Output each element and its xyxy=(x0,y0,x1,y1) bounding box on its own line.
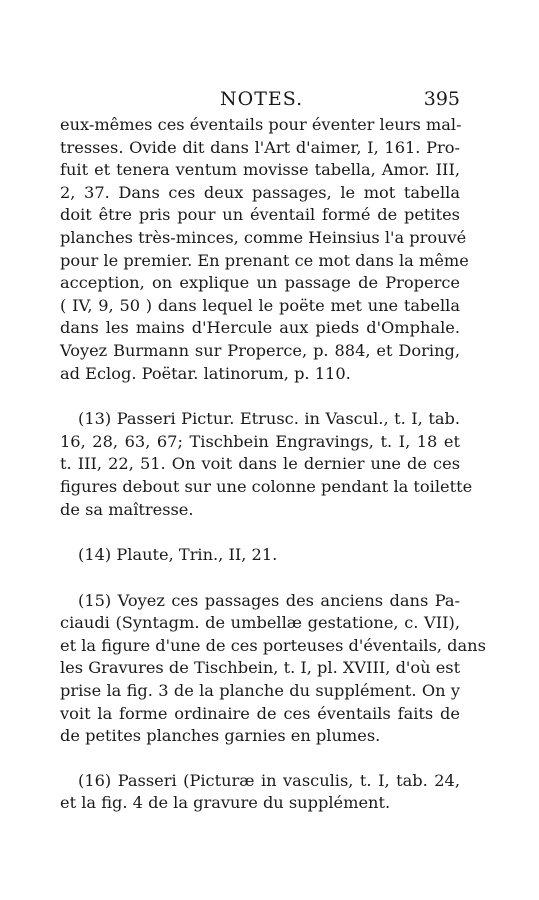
text-line: fuit et tenera ventum movisse tabella, Amor. III, xyxy=(60,160,460,180)
text-line: t. III, 22, 51. On voit dans le dernier une de ces xyxy=(60,454,460,474)
text-line: pour le premier. En prenant ce mot dans la même xyxy=(60,250,469,270)
text-line: tresses. Ovide dit dans l'Art d'aimer, I, 161. Pro- xyxy=(60,137,460,157)
text-line: de sa maîtresse. xyxy=(60,499,194,519)
text-line: dans les mains d'Hercule aux pieds d'Omphale. xyxy=(60,318,460,338)
notes-body xyxy=(60,114,486,815)
note-15-first-line: (15) Voyez ces passages des anciens dans Pa- xyxy=(78,590,460,610)
note-14-line: (14) Plaute, Trin., II, 21. xyxy=(78,545,278,565)
note-14 xyxy=(60,544,460,567)
text-line: eux-mêmes ces éventails pour éventer leurs mal- xyxy=(60,115,462,134)
note-16 xyxy=(60,770,460,815)
text-line: de petites planches garnies en plumes. xyxy=(60,726,381,746)
text-line: ciaudi (Syntagm. de umbellæ gestatione, c. VII), xyxy=(60,613,460,633)
paragraph-gap xyxy=(60,567,460,590)
page-number: 395 xyxy=(423,88,460,110)
text-line: figures debout sur une colonne pendant la toilette xyxy=(60,476,473,496)
text-line: doit être pris pour un éventail formé de petites xyxy=(60,205,460,225)
text-line: voit la forme ordinaire de ces éventails faits de xyxy=(60,703,460,723)
text-line: 2, 37. Dans ces deux passages, le mot tabella xyxy=(60,182,460,202)
note-15 xyxy=(60,590,486,748)
header-title: NOTES. xyxy=(220,88,304,110)
text-line: Voyez Burmann sur Properce, p. 884, et Doring, xyxy=(60,340,460,360)
text-line: planches très-minces, comme Heinsius l'a prouvé xyxy=(60,227,467,247)
paragraph-continuation xyxy=(60,114,469,385)
text-line: et la figure d'une de ces porteuses d'éventails, dans xyxy=(60,635,486,655)
note-13 xyxy=(60,408,473,521)
note-13-first-line: (13) Passeri Pictur. Etrusc. in Vascul., t. I, tab. xyxy=(78,409,460,429)
note-16-first-line: (16) Passeri (Picturæ in vasculis, t. I, tab. 24, xyxy=(78,770,460,790)
text-line: ad Eclog. Poëtar. latinorum, p. 110. xyxy=(60,363,351,383)
running-header xyxy=(60,88,460,112)
text-line: les Gravures de Tischbein, t. I, pl. XVIII, d'où est xyxy=(60,658,461,678)
text-line: acception, on explique un passage de Properce xyxy=(60,273,460,293)
text-line: 16, 28, 63, 67; Tischbein Engravings, t. I, 18 et xyxy=(60,431,460,451)
paragraph-gap xyxy=(60,385,460,408)
text-line: prise la fig. 3 de la planche du supplément. On y xyxy=(60,681,460,701)
text-line: et la fig. 4 de la gravure du supplément. xyxy=(60,793,391,813)
paragraph-gap xyxy=(60,748,460,770)
paragraph-gap xyxy=(60,521,460,544)
text-line: ( IV, 9, 50 ) dans lequel le poëte met une tabella xyxy=(60,295,460,315)
